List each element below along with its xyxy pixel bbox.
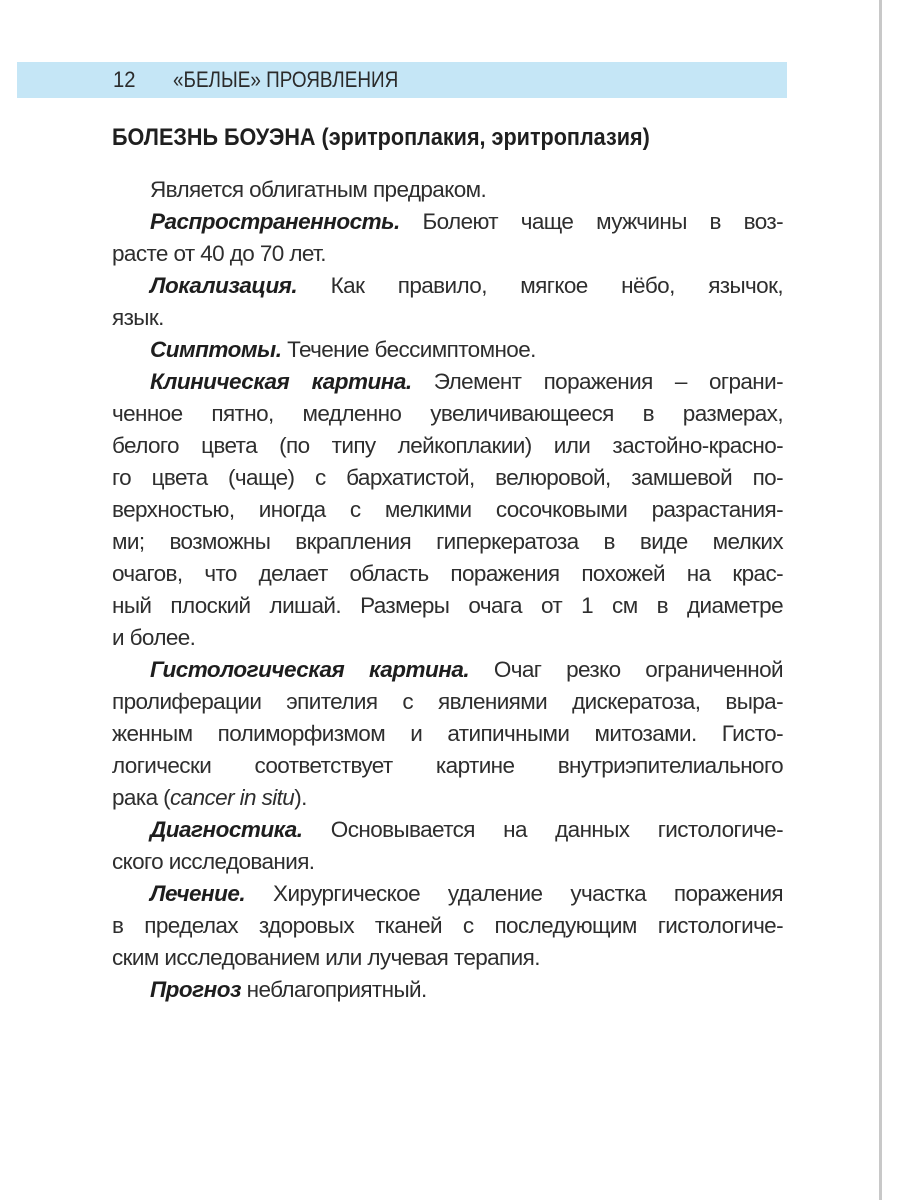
latin-term: cancer in situ xyxy=(170,785,295,810)
text-line xyxy=(112,270,783,302)
paragraph-clinical xyxy=(112,366,783,654)
text-line xyxy=(112,366,783,398)
text-line: ми; возможны вкрапления гиперкератоза в виде мелких xyxy=(112,529,783,554)
paragraph-treatment xyxy=(112,878,783,974)
text-line: ского исследования. xyxy=(112,849,315,874)
term-label: Локализация. xyxy=(150,273,298,298)
section-title xyxy=(112,123,650,153)
text-line: верхностью, иногда с мелкими сосочковыми разрастания- xyxy=(112,497,783,522)
paragraph-intro xyxy=(112,174,783,206)
text-run: Очаг резко ограниченной xyxy=(469,657,783,682)
running-head: «БЕЛЫЕ» ПРОЯВЛЕНИЯ xyxy=(173,67,399,92)
section-title-subtitle: (эритроплакия, эритроплазия) xyxy=(315,124,650,151)
term-label: Клиническая картина. xyxy=(150,369,412,394)
text-line: расте от 40 до 70 лет. xyxy=(112,241,326,266)
section-title-bold: БОЛЕЗНЬ БОУЭНА xyxy=(112,124,316,151)
paragraph-localization xyxy=(112,270,783,334)
text-line xyxy=(112,654,783,686)
term-label: Гистологическая картина. xyxy=(150,657,470,682)
term-label: Прогноз xyxy=(150,977,241,1002)
text-line xyxy=(112,814,783,846)
text-line: ный плоский лишай. Размеры очага от 1 см в диаметре xyxy=(112,593,783,618)
paragraph-diagnostics xyxy=(112,814,783,878)
text-run: Болеют чаще мужчины в воз- xyxy=(399,209,783,234)
text-run: рака ( xyxy=(112,785,171,810)
page-spine-line xyxy=(879,0,882,1200)
text-line xyxy=(112,878,783,910)
text-line: Является облигатным предраком. xyxy=(150,177,487,202)
paragraph-prevalence xyxy=(112,206,783,270)
text-line: и более. xyxy=(112,625,196,650)
text-line: го цвета (чаще) с бархатистой, велюровой, замшевой по- xyxy=(112,465,783,490)
text-line xyxy=(112,206,783,238)
text-line: белого цвета (по типу лейкоплакии) или застойно-красно- xyxy=(112,433,783,458)
paragraph-histology xyxy=(112,654,783,814)
text-line xyxy=(112,974,783,1006)
text-run: ). xyxy=(294,785,307,810)
text-line: язык. xyxy=(112,305,164,330)
text-line: в пределах здоровых тканей с последующим гистологиче- xyxy=(112,913,783,938)
text-line: очагов, что делает область поражения похожей на крас- xyxy=(112,561,783,586)
text-run: Элемент поражения – ограни- xyxy=(411,369,783,394)
term-label: Распространенность. xyxy=(150,209,400,234)
text-run: неблагоприятный. xyxy=(241,977,427,1002)
text-run: Основывается на данных гистологиче- xyxy=(302,817,783,842)
term-label: Симптомы. xyxy=(150,337,282,362)
term-label: Лечение. xyxy=(150,881,246,906)
text-line xyxy=(112,782,783,814)
page-number: 12 xyxy=(113,67,136,92)
paragraph-symptoms xyxy=(112,334,783,366)
term-label: Диагностика. xyxy=(150,817,303,842)
article-body xyxy=(112,174,783,1006)
text-line: пролиферации эпителия с явлениями дискератоза, выра- xyxy=(112,689,783,714)
text-run: Хирургическое удаление участка поражения xyxy=(245,881,783,906)
text-line: женным полиморфизмом и атипичными митозами. Гисто- xyxy=(112,721,783,746)
text-run: Течение бессимптомное. xyxy=(281,337,536,362)
text-line: ским исследованием или лучевая терапия. xyxy=(112,945,540,970)
text-line: логически соответствует картине внутриэпителиального xyxy=(112,753,783,778)
text-line xyxy=(112,334,783,366)
paragraph-prognosis xyxy=(112,974,783,1006)
text-line: ченное пятно, медленно увеличивающееся в размерах, xyxy=(112,401,783,426)
text-run: Как правило, мягкое нёбо, язычок, xyxy=(297,273,783,298)
